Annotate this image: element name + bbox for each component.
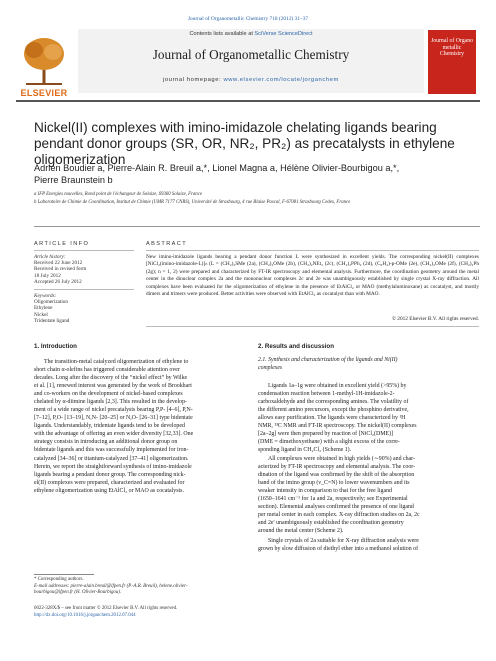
article-history: [34, 254, 134, 285]
doi-link[interactable]: http://dx.doi.org/10.1016/j.jorganchem.2012.07.044: [34, 613, 136, 618]
body-line: allows easy purification. The ligands were characterized by ¹H: [258, 415, 406, 422]
body-line: dination of the ligand was confirmed by the shift of the absorption: [258, 472, 415, 479]
subheading-line: complexes: [258, 364, 283, 371]
history-received: Received 22 June 2012: [34, 260, 83, 267]
keywords: [34, 293, 134, 324]
body-line: band of the imino group (ν_C=N) to lower wavenumbers and its: [258, 480, 410, 487]
affiliation-a: a IFP Energies nouvelles, Rond point de l'échangeur de Solaize, 69360 Solaize, France: [34, 192, 202, 197]
elsevier-tree-logo: [16, 30, 72, 94]
contents-line: [78, 31, 424, 37]
body-line: Ligands 1a–1g were obtained in excellent yield (>95%) by: [268, 383, 407, 389]
subheading-line: 2.1. Synthesis and characterization of the ligands and Ni(II): [258, 357, 398, 363]
footnote-emails: [34, 584, 244, 596]
history-accepted: Accepted 26 July 2012: [34, 278, 82, 285]
body-line: sponding ligand in CH₂Cl₂ (Scheme 1).: [258, 447, 352, 454]
history-revised-date: 18 July 2012: [34, 272, 61, 279]
authors: [34, 163, 474, 186]
section-2-para-1: [258, 382, 479, 454]
section-1-body-cont: [34, 366, 244, 495]
body-line: ligands. Understandably, tridentate ligands tend to be developed: [34, 423, 185, 430]
body-line: condensation reaction between 1-methyl-1H-imidazole-2-: [258, 391, 395, 398]
body-line: short chain α-olefins has triggered considerable attention over: [34, 367, 180, 373]
contents-prefix: Contents lists available at: [189, 31, 255, 37]
journal-title: Journal of Organometallic Chemistry: [152, 47, 350, 62]
body-line: bidentate ligands and this was successfully implemented for iron-: [34, 447, 189, 454]
section-2-para-3: [258, 537, 479, 553]
keywords-label: Keywords:: [34, 293, 57, 299]
section-2-para-2: [258, 455, 479, 535]
body-line: catalyzed [34–36] or titanium-catalyzed [37–41] oligomerization.: [34, 455, 189, 462]
footnote-corresponding: * Corresponding authors.: [34, 577, 84, 582]
sciencedirect-link[interactable]: SciVerse ScienceDirect: [254, 31, 313, 37]
title-divider: [34, 226, 480, 227]
keyword-item: Nickel: [34, 311, 48, 318]
homepage-link[interactable]: www.elsevier.com/locate/jorganchem: [223, 77, 339, 83]
keyword-item: Tridentate ligand: [34, 317, 70, 324]
body-line: decades. Long after the discovery of the “nickel effect” by Wilke: [34, 375, 188, 382]
history-revised: Received in revised form: [34, 266, 87, 273]
body-line: [7–12], P,O- [13–19], N,N- [20–25] or N,O- [26–31] type bidentate: [34, 415, 193, 422]
body-line: chelated by α-diimine ligands [2,3]. This resulted in the develop-: [34, 399, 187, 406]
body-line: Herein, we report the straightforward synthesis of imino-imidazole: [34, 463, 192, 470]
affiliation-b: b Laboratoire de Chimie de Coordination, Institut de Chimie (UMR 7177 CNRS), Université de Strasbourg, 4 rue Blaise Pascal, F-67081 Strasbourg Cedex, France: [34, 200, 351, 205]
body-line: NMR, ¹³C NMR and FT-IR spectroscopy. The nickel(II) complexes: [258, 423, 417, 430]
body-line: (DME = dimethoxyethane) with a slight excess of the corre-: [258, 439, 400, 446]
article-info-heading: ARTICLE INFO: [34, 241, 90, 247]
body-line: weaker intensity in comparison to that for the free ligand: [258, 488, 392, 495]
history-label: Article history:: [34, 254, 66, 260]
body-line: ment of a wide range of nickel precatalysts bearing P,P- [4–6], P,N-: [34, 407, 193, 414]
email-line-1[interactable]: E-mail addresses: pierre-alain.breuil@ifpen.fr (P.-A.R. Breuil), helene.olivier-: [34, 584, 188, 589]
keyword-item: Oligomerization: [34, 299, 68, 306]
body-line: grown by slow diffusion of diethyl ether into a methanol solution of: [258, 546, 419, 553]
section-2-1-heading: [258, 357, 479, 372]
body-line: with the advantage of offering an even wider diversity [32,33]. One: [34, 431, 194, 438]
body-line: [2a–2g] were then prepared by reaction of [NiCl₂(DME)]: [258, 431, 394, 438]
journal-cover-text: Journal of Organo metallic Chemistry: [430, 38, 474, 58]
homepage-prefix: journal homepage:: [163, 77, 224, 83]
body-line: and co-workers on the development of nickel-based complexes: [34, 391, 183, 398]
body-line: et al. [1], renewed interest was generated by the work of Brookhart: [34, 383, 192, 390]
body-line: ethylene oligomerization using EtAlCl₂ or MAO as cocatalysts.: [34, 487, 184, 494]
body-line: ligands bearing a pendant donor group. The corresponding nick-: [34, 471, 186, 478]
header-divider: [16, 100, 480, 102]
body-line: the different amino precursors, except the phosphino derivative,: [258, 407, 409, 414]
body-line: carboxaldehyde and the corresponding amines. The volatility of: [258, 399, 409, 406]
body-line: strategy consists in introducing an additional donor group on: [34, 439, 178, 446]
article-info-rule: [34, 250, 134, 251]
keywords-rule: [34, 289, 134, 290]
footnote-issn: 0022-328X/$ – see front matter © 2012 Elsevier B.V. All rights reserved.: [34, 606, 178, 611]
section-1-body: [34, 358, 244, 366]
body-line: (1650–1641 cm⁻¹ for 1a and 2a, respectively; see Experimental: [258, 496, 408, 503]
body-line: All complexes were obtained in high yields (∼90%) and char-: [268, 456, 415, 462]
body-line: and 2e' unambiguously established the coordination geometry: [258, 520, 404, 527]
abstract-end-rule: [146, 326, 479, 327]
authors-line-2: Pierre Braunstein b: [34, 174, 113, 185]
abstract-text: New imino-imidazole ligands bearing a pendant donor function L were synthesized in excellent yields. The corresponding nickel(II) complexes [NiCl₂(imino-imidazole-L)]ₙ (L = (CH₂)₂SMe (2a), (CH₂)₂OMe (2b), (CH₂)₂NEt₂ (2c), (CH₂)₂PPh₂ (2d), (C₆H₄)-p-OMe (2e), (CH₂)₃OMe (2f), (CH₂)₂Ph (2g); n = 1, 2) were prepared and characterized by FT-IR spectroscopy and elemental analysis. Furthermore, the coordination geometry around the metal center in the dinuclear complex 2a and the mononuclear complexes 2c and 2e was unambiguously established by single crystal X-ray diffraction. All complexes have been evaluated for the oligomerization of ethylene in the presence of EtAlCl₂ or MAO (methylaluminoxane) as cocatalyst, and mostly dimers and trimers were produced. Better activities were observed with EtAlCl₂ as cocatalyst than with MAO.: [146, 254, 479, 298]
body-line: Single crystals of 2a suitable for X-ray diffraction analysis were: [268, 538, 419, 544]
section-2-heading: 2. Results and discussion: [258, 343, 334, 350]
footnote-rule: [34, 574, 94, 575]
body-line: The transition-metal catalyzed oligomerization of ethylene to: [44, 359, 189, 365]
article-title: Nickel(II) complexes with imino-imidazole chelating ligands bearing pendant donor groups (SR, OR, NR₂, PR₂) as precatalysts in ethylene oligomerization: [34, 120, 455, 167]
authors-line-1: Adrien Boudier a, Pierre-Alain R. Breuil a,*, Lionel Magna a, Hélène Olivier-Bourbigou a,*,: [34, 163, 400, 173]
abstract-copyright: © 2012 Elsevier B.V. All rights reserved.: [391, 316, 479, 322]
journal-homepage: [78, 77, 424, 83]
journal-reference[interactable]: Journal of Organometallic Chemistry 718 (2012) 31–37: [187, 16, 309, 22]
email-line-2[interactable]: bourbigou@ifpen.fr (H. Olivier-Bourbigou).: [34, 590, 122, 596]
publisher-logo-text: ELSEVIER: [20, 88, 68, 98]
abstract-heading: ABSTRACT: [146, 241, 188, 247]
body-line: per metal center in each complex. X-ray diffraction studies on 2a, 2c: [258, 512, 420, 519]
section-1-heading: 1. Introduction: [34, 343, 77, 350]
body-line: section). Elemental analyses confirmed the presence of one ligand: [258, 504, 414, 511]
body-line: around the metal center (Scheme 2).: [258, 528, 344, 535]
keyword-item: Ethylene: [34, 305, 53, 312]
body-line: el(II) complexes were prepared, characterized and evaluated for: [34, 479, 185, 486]
abstract-rule: [146, 250, 479, 251]
body-line: acterized by FT-IR spectroscopy and elemental analysis. The coor-: [258, 464, 416, 471]
